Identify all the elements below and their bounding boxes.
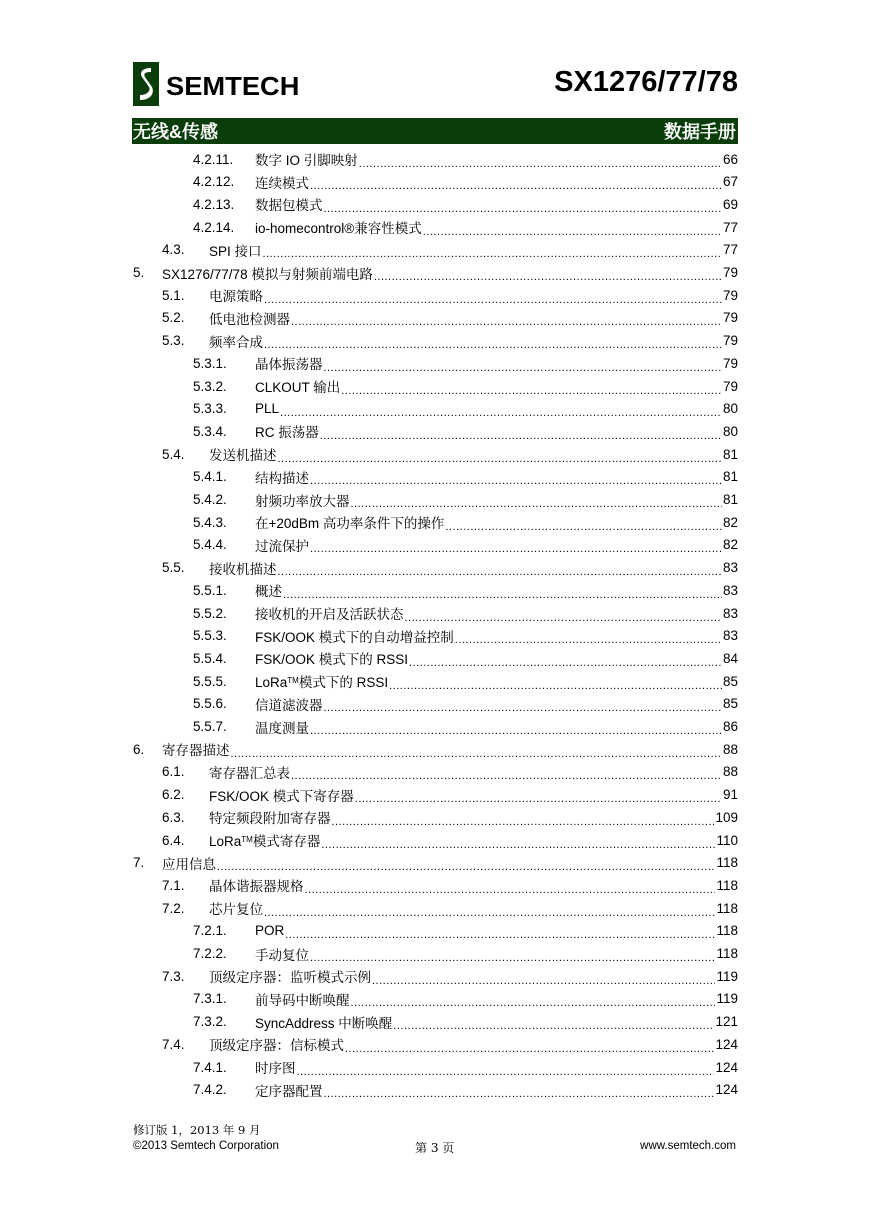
- toc-entry-page: 81: [722, 446, 738, 462]
- toc-entry-page: 124: [715, 1059, 738, 1075]
- toc-entry[interactable]: [193, 625, 738, 647]
- toc-entry-number: 4.2.14.: [193, 219, 235, 235]
- toc-entry-page: 86: [722, 719, 738, 734]
- toc-entry-number: 6.1.: [162, 764, 185, 780]
- toc-entry-page: 80: [722, 423, 738, 439]
- toc-dot-leader: [389, 677, 722, 692]
- toc-entry-title-text: 数字 IO 引脚映射: [255, 153, 358, 168]
- toc-entry-title: [255, 580, 282, 600]
- toc-entry-title-text: 接收机的开启及活跃状态: [255, 607, 404, 622]
- toc-entry-title-text: 特定频段附加寄存器: [209, 811, 331, 827]
- toc-entry-page: 79: [722, 310, 738, 326]
- toc-entry-page: 80: [722, 401, 738, 417]
- toc-entry-number: 7.: [133, 855, 145, 871]
- toc-entry[interactable]: [193, 1056, 738, 1078]
- toc-entry-title-text: 定序器配置: [255, 1083, 323, 1099]
- toc-entry-number: 4.2.11.: [193, 151, 234, 167]
- toc-entry[interactable]: [193, 489, 738, 511]
- toc-entry-number: 5.1.: [162, 287, 185, 303]
- toc-dot-leader: [297, 1063, 715, 1078]
- toc-entry-title-text: 晶体振荡器: [255, 357, 323, 373]
- toc-entry-page: 118: [716, 946, 738, 961]
- toc-entry-number: 5.3.: [162, 333, 185, 349]
- toc-entry-number: 5.3.4.: [193, 423, 227, 439]
- toc-entry-title-text: io-homecontrol®兼容性模式: [255, 221, 422, 237]
- toc-dot-leader: [310, 540, 722, 555]
- toc-entry-title-suffix: 模式下的 RSSI: [298, 675, 389, 691]
- toc-entry-page: 91: [722, 787, 738, 803]
- toc-entry-title-text: 概述: [255, 584, 282, 600]
- toc-entry-title: [255, 603, 404, 623]
- toc-entry-title-text: SyncAddress 中断唤醒: [255, 1015, 393, 1031]
- toc-entry-title-text: 顶级定序器：监听模式示例: [209, 970, 371, 986]
- toc-entry-number: 5.4.: [162, 446, 185, 462]
- toc-entry-title: [255, 989, 350, 1009]
- toc-entry-title-text: 晶体谐振器规格: [209, 879, 304, 895]
- toc-entry-title: [255, 717, 309, 737]
- toc-entry[interactable]: [162, 330, 738, 352]
- toc-entry-number: 6.3.: [162, 809, 185, 825]
- toc-entry-title: [255, 490, 350, 510]
- toc-entry-title: [209, 308, 290, 328]
- toc-entry[interactable]: [162, 557, 738, 579]
- toc-entry-title: [209, 966, 371, 986]
- toc-entry-title-text: 前导码中断唤醒: [255, 992, 350, 1008]
- toc-entry-page: 83: [722, 582, 738, 598]
- toc-entry-number: 7.4.: [162, 1036, 185, 1052]
- toc-entry-page: 69: [722, 196, 738, 212]
- toc-entry-title: [255, 172, 309, 192]
- toc-entry-title-text: RC 振荡器: [255, 425, 319, 441]
- toc-entry[interactable]: [193, 1011, 738, 1033]
- toc-entry[interactable]: [193, 171, 738, 193]
- toc-entry-page: 79: [722, 378, 738, 394]
- toc-entry[interactable]: [193, 352, 738, 374]
- toc-entry-title-text: 数据包模式: [255, 198, 323, 214]
- toc-entry[interactable]: [162, 874, 738, 896]
- toc-entry-title-text: 电源策略: [209, 289, 263, 305]
- toc-entry-page: 79: [722, 333, 738, 349]
- toc-entry-title-text: FSK/OOK 模式下的自动增益控制: [255, 629, 454, 645]
- toc-entry-title-text: 射频功率放大器: [255, 493, 350, 509]
- toc-entry[interactable]: [193, 716, 738, 738]
- toc-entry-page: 124: [715, 1036, 738, 1052]
- toc-dot-leader: [372, 972, 715, 987]
- toc-entry-title-text: PLL: [255, 401, 280, 417]
- toc-entry[interactable]: [193, 534, 738, 556]
- toc-dot-leader: [310, 177, 722, 192]
- toc-entry-number: 7.2.: [162, 900, 185, 916]
- toc-entry[interactable]: [162, 239, 738, 261]
- toc-entry-title: [209, 1034, 344, 1054]
- toc-dot-leader: [310, 949, 715, 964]
- toc-entry-title: [209, 898, 263, 918]
- toc-entry-title-text: 芯片复位: [209, 902, 263, 918]
- toc-entry-title: [255, 671, 388, 691]
- toc-entry-number: 4.3.: [162, 242, 185, 258]
- toc-entry-number: 4.2.12.: [193, 174, 235, 190]
- banner-left-label: 无线&传感: [133, 122, 218, 142]
- toc-entry-title: [255, 512, 444, 532]
- toc-entry-title-text: CLKOUT 输出: [255, 380, 341, 395]
- toc-entry-page: 88: [722, 764, 738, 780]
- toc-dot-leader: [355, 790, 722, 805]
- toc-entry[interactable]: [193, 602, 738, 624]
- toc-entry-page: 81: [722, 492, 738, 507]
- toc-dot-leader: [278, 563, 722, 578]
- toc-entry-title: [162, 853, 216, 873]
- toc-entry-title-text: SX1276/77/78 模拟与射频前端电路: [162, 266, 373, 282]
- toc-entry-title: [209, 785, 354, 805]
- toc-entry-title-text: 时序图: [255, 1061, 296, 1076]
- toc-entry-number: 5.3.2.: [193, 378, 227, 394]
- toc-entry[interactable]: [162, 829, 738, 851]
- toc-entry-title-text: 顶级定序器：信标模式: [209, 1038, 344, 1054]
- toc-entry-number: 6.4.: [162, 832, 185, 848]
- toc-entry-page: 109: [715, 809, 738, 825]
- toc-entry-title-suffix: 模式寄存器: [252, 834, 321, 849]
- toc-entry-number: 5.5.1.: [193, 582, 227, 598]
- toc-dot-leader: [280, 404, 722, 419]
- toc-entry-page: 85: [722, 696, 738, 712]
- toc-entry[interactable]: [162, 806, 738, 828]
- toc-entry[interactable]: [133, 852, 738, 874]
- toc-entry[interactable]: [193, 420, 738, 442]
- toc-dot-leader: [321, 836, 715, 851]
- toc-entry-title: [255, 421, 319, 441]
- toc-entry[interactable]: [193, 216, 738, 238]
- toc-entry-number: 5.4.3.: [193, 514, 227, 530]
- toc-entry-number: 5.4.4.: [193, 537, 227, 553]
- toc-entry-title: [209, 285, 263, 305]
- toc-entry[interactable]: [162, 965, 738, 987]
- toc-entry[interactable]: [193, 670, 738, 692]
- toc-dot-leader: [393, 1017, 714, 1032]
- toc-entry-title-text: 连续模式: [255, 175, 309, 191]
- toc-entry-title: [255, 694, 323, 714]
- toc-entry-title-text: 在+20dBm 高功率条件下的操作: [255, 516, 445, 532]
- toc-dot-leader: [324, 359, 722, 374]
- toc-entry-page: 83: [722, 605, 738, 621]
- toc-entry-page: 79: [722, 265, 738, 280]
- toc-entry-number: 7.2.2.: [193, 946, 227, 961]
- footer-page-number: 第 3 页: [415, 1141, 455, 1155]
- toc-entry-page: 81: [722, 469, 738, 485]
- toc-entry[interactable]: [193, 193, 738, 215]
- toc-dot-leader: [285, 926, 715, 941]
- footer-revision: 修订版 1，2013 年 9 月: [133, 1123, 261, 1137]
- toc-dot-leader: [455, 631, 722, 646]
- toc-entry-title-text: LoRa: [209, 834, 242, 849]
- toc-entry-title: [209, 807, 331, 827]
- toc-entry-title: [255, 376, 340, 396]
- toc-entry-page: 121: [715, 1014, 738, 1030]
- toc-entry-title: [255, 535, 309, 555]
- toc-entry-number: 5.5.: [162, 560, 185, 576]
- toc-dot-leader: [445, 518, 722, 533]
- toc-entry[interactable]: [193, 943, 738, 965]
- toc-dot-leader: [264, 336, 722, 351]
- toc-entry[interactable]: [193, 511, 738, 533]
- toc-dot-leader: [324, 200, 722, 215]
- toc-entry-number: 5.4.2.: [193, 492, 227, 507]
- toc-entry-page: 77: [722, 242, 738, 258]
- toc-entry[interactable]: [193, 375, 738, 397]
- toc-entry-page: 84: [722, 650, 738, 666]
- toc-dot-leader: [291, 767, 722, 782]
- toc-entry-title-text: 频率合成: [209, 334, 263, 350]
- toc-dot-leader: [217, 858, 715, 873]
- toc-dot-leader: [291, 313, 722, 328]
- toc-entry-title: [255, 923, 284, 938]
- toc-entry-number: 7.2.1.: [193, 923, 227, 939]
- trademark-superscript: TM: [287, 676, 299, 686]
- toc-dot-leader: [278, 450, 722, 465]
- toc-dot-leader: [320, 427, 722, 442]
- toc-entry-title-text: 信道滤波器: [255, 697, 323, 713]
- toc-dot-leader: [351, 495, 722, 510]
- toc-entry[interactable]: [193, 920, 738, 942]
- toc-entry-number: 7.4.1.: [193, 1059, 227, 1075]
- toc-entry[interactable]: [193, 398, 738, 420]
- toc-dot-leader: [310, 722, 722, 737]
- toc-entry-number: 7.4.2.: [193, 1082, 227, 1098]
- toc-entry-title-text: POR: [255, 923, 285, 939]
- toc-dot-leader: [405, 609, 722, 624]
- toc-entry-title: [255, 1080, 323, 1100]
- toc-entry-page: 79: [722, 287, 738, 303]
- toc-entry-title-text: 低电池检测器: [209, 311, 290, 327]
- toc-dot-leader: [409, 654, 722, 669]
- toc-entry[interactable]: [162, 784, 738, 806]
- trademark-superscript: TM: [241, 835, 253, 844]
- toc-entry-page: 85: [722, 673, 738, 689]
- toc-entry-title-text: SPI 接口: [209, 243, 262, 259]
- toc-entry-title: [255, 467, 309, 487]
- toc-dot-leader: [324, 699, 722, 714]
- toc-entry-title-text: 手动复位: [255, 947, 309, 963]
- toc-entry-page: 118: [716, 923, 738, 939]
- toc-entry[interactable]: [193, 466, 738, 488]
- toc-entry[interactable]: [162, 443, 738, 465]
- toc-entry-title: [255, 944, 309, 964]
- toc-entry-page: 124: [715, 1082, 738, 1098]
- toc-entry-number: 7.3.: [162, 968, 185, 984]
- toc-entry-title: [255, 401, 279, 416]
- toc-entry-page: 66: [722, 151, 738, 167]
- toc-entry-page: 82: [722, 514, 738, 530]
- toc-dot-leader: [310, 472, 722, 487]
- toc-entry-number: 7.1.: [162, 877, 185, 893]
- toc-entry[interactable]: [162, 284, 738, 306]
- toc-dot-leader: [264, 904, 715, 919]
- toc-entry[interactable]: [193, 693, 738, 715]
- toc-entry-title-text: FSK/OOK 模式下的 RSSI: [255, 652, 409, 668]
- toc-entry[interactable]: [193, 988, 738, 1010]
- semtech-logo-icon: [133, 62, 159, 106]
- toc-entry-title: [209, 444, 277, 464]
- toc-entry-title: [162, 263, 373, 283]
- banner-right-label: 数据手册: [664, 122, 736, 142]
- document-title: SX1276/77/78: [554, 66, 738, 98]
- toc-entry[interactable]: [162, 897, 738, 919]
- toc-entry-title-text: 温度测量: [255, 720, 309, 736]
- toc-entry-title: [255, 626, 454, 646]
- toc-dot-leader: [231, 745, 722, 760]
- toc-entry-title-text: 寄存器汇总表: [209, 765, 290, 781]
- toc-entry-page: 67: [722, 174, 738, 190]
- toc-entry[interactable]: [162, 307, 738, 329]
- toc-entry-number: 7.3.1.: [193, 991, 227, 1007]
- toc-entry-title: [209, 331, 263, 351]
- toc-entry-title: [209, 558, 277, 578]
- toc-entry-number: 5.5.7.: [193, 719, 227, 734]
- toc-entry-number: 5.4.1.: [193, 469, 227, 485]
- toc-entry-number: 5.5.2.: [193, 605, 227, 621]
- toc-entry-title: [255, 1012, 392, 1032]
- toc-entry[interactable]: [133, 262, 738, 284]
- toc-entry-title: [255, 217, 422, 237]
- toc-entry[interactable]: [193, 1079, 738, 1101]
- toc-entry-title: [255, 194, 323, 214]
- toc-dot-leader: [374, 268, 722, 283]
- toc-entry-title: [209, 830, 320, 850]
- toc-entry[interactable]: [162, 761, 738, 783]
- toc-entry[interactable]: [193, 148, 738, 170]
- logo-wordmark: SEMTECH: [166, 71, 300, 101]
- toc-dot-leader: [351, 994, 716, 1009]
- toc-entry-page: 119: [716, 991, 738, 1007]
- toc-entry-title-text: 结构描述: [255, 470, 309, 486]
- toc-entry-number: 5.: [133, 265, 145, 280]
- toc-entry-title: [209, 240, 262, 260]
- toc-dot-leader: [423, 223, 722, 238]
- toc-entry-page: 119: [716, 968, 738, 984]
- footer-copyright: ©2013 Semtech Corporation: [133, 1140, 279, 1152]
- toc-entry-number: 7.3.2.: [193, 1014, 227, 1030]
- toc-entry[interactable]: [193, 647, 738, 669]
- toc-entry-title-text: LoRa: [255, 675, 288, 691]
- toc-entry-title-text: 寄存器描述: [162, 743, 230, 759]
- toc-entry-title-text: 接收机描述: [209, 561, 277, 577]
- toc-entry-page: 118: [716, 855, 738, 871]
- toc-entry-page: 110: [716, 832, 738, 848]
- toc-entry-number: 6.2.: [162, 787, 185, 803]
- toc-entry-title-text: FSK/OOK 模式下寄存器: [209, 788, 354, 804]
- toc-entry-title: [255, 648, 408, 668]
- toc-entry-number: 5.2.: [162, 310, 185, 326]
- toc-dot-leader: [324, 1085, 715, 1100]
- toc-entry-title: [255, 353, 323, 373]
- toc-dot-leader: [345, 1040, 714, 1055]
- toc-dot-leader: [283, 586, 722, 601]
- toc-entry-number: 5.3.3.: [193, 401, 227, 417]
- toc-entry-page: 77: [722, 219, 738, 235]
- footer-website: www.semtech.com: [640, 1140, 736, 1152]
- toc-dot-leader: [264, 291, 722, 306]
- toc-entry-title: [255, 1057, 296, 1077]
- toc-entry-number: 6.: [133, 741, 145, 757]
- toc-entry-number: 5.5.4.: [193, 650, 227, 666]
- toc-entry-title: [209, 875, 304, 895]
- toc-dot-leader: [341, 382, 722, 397]
- toc-dot-leader: [305, 881, 716, 896]
- toc-entry-page: 118: [716, 877, 738, 893]
- toc-entry-page: 83: [722, 560, 738, 576]
- toc-entry-title: [162, 739, 230, 759]
- section-banner: [132, 118, 738, 144]
- toc-entry[interactable]: [162, 1033, 738, 1055]
- toc-entry-title-text: 发送机描述: [209, 448, 277, 464]
- toc-entry-title: [209, 762, 290, 782]
- toc-entry-title-text: 过流保护: [255, 538, 309, 554]
- toc-entry-number: 5.5.5.: [193, 673, 227, 689]
- toc-entry-title-text: 应用信息: [162, 856, 216, 872]
- toc-entry-page: 118: [716, 900, 738, 916]
- toc-entry[interactable]: [193, 579, 738, 601]
- toc-entry-page: 83: [722, 628, 738, 644]
- toc-entry-page: 82: [722, 537, 738, 553]
- toc-entry-page: 79: [722, 355, 738, 371]
- toc-entry-title: [255, 149, 358, 169]
- toc-dot-leader: [359, 155, 722, 170]
- toc-entry-number: 5.5.6.: [193, 696, 227, 712]
- toc-dot-leader: [332, 813, 715, 828]
- toc-entry-page: 88: [722, 741, 738, 757]
- toc-entry-number: 5.5.3.: [193, 628, 227, 644]
- toc-entry-number: 4.2.13.: [193, 196, 235, 212]
- toc-dot-leader: [263, 245, 722, 260]
- toc-entry[interactable]: [133, 738, 738, 760]
- toc-entry-number: 5.3.1.: [193, 355, 227, 371]
